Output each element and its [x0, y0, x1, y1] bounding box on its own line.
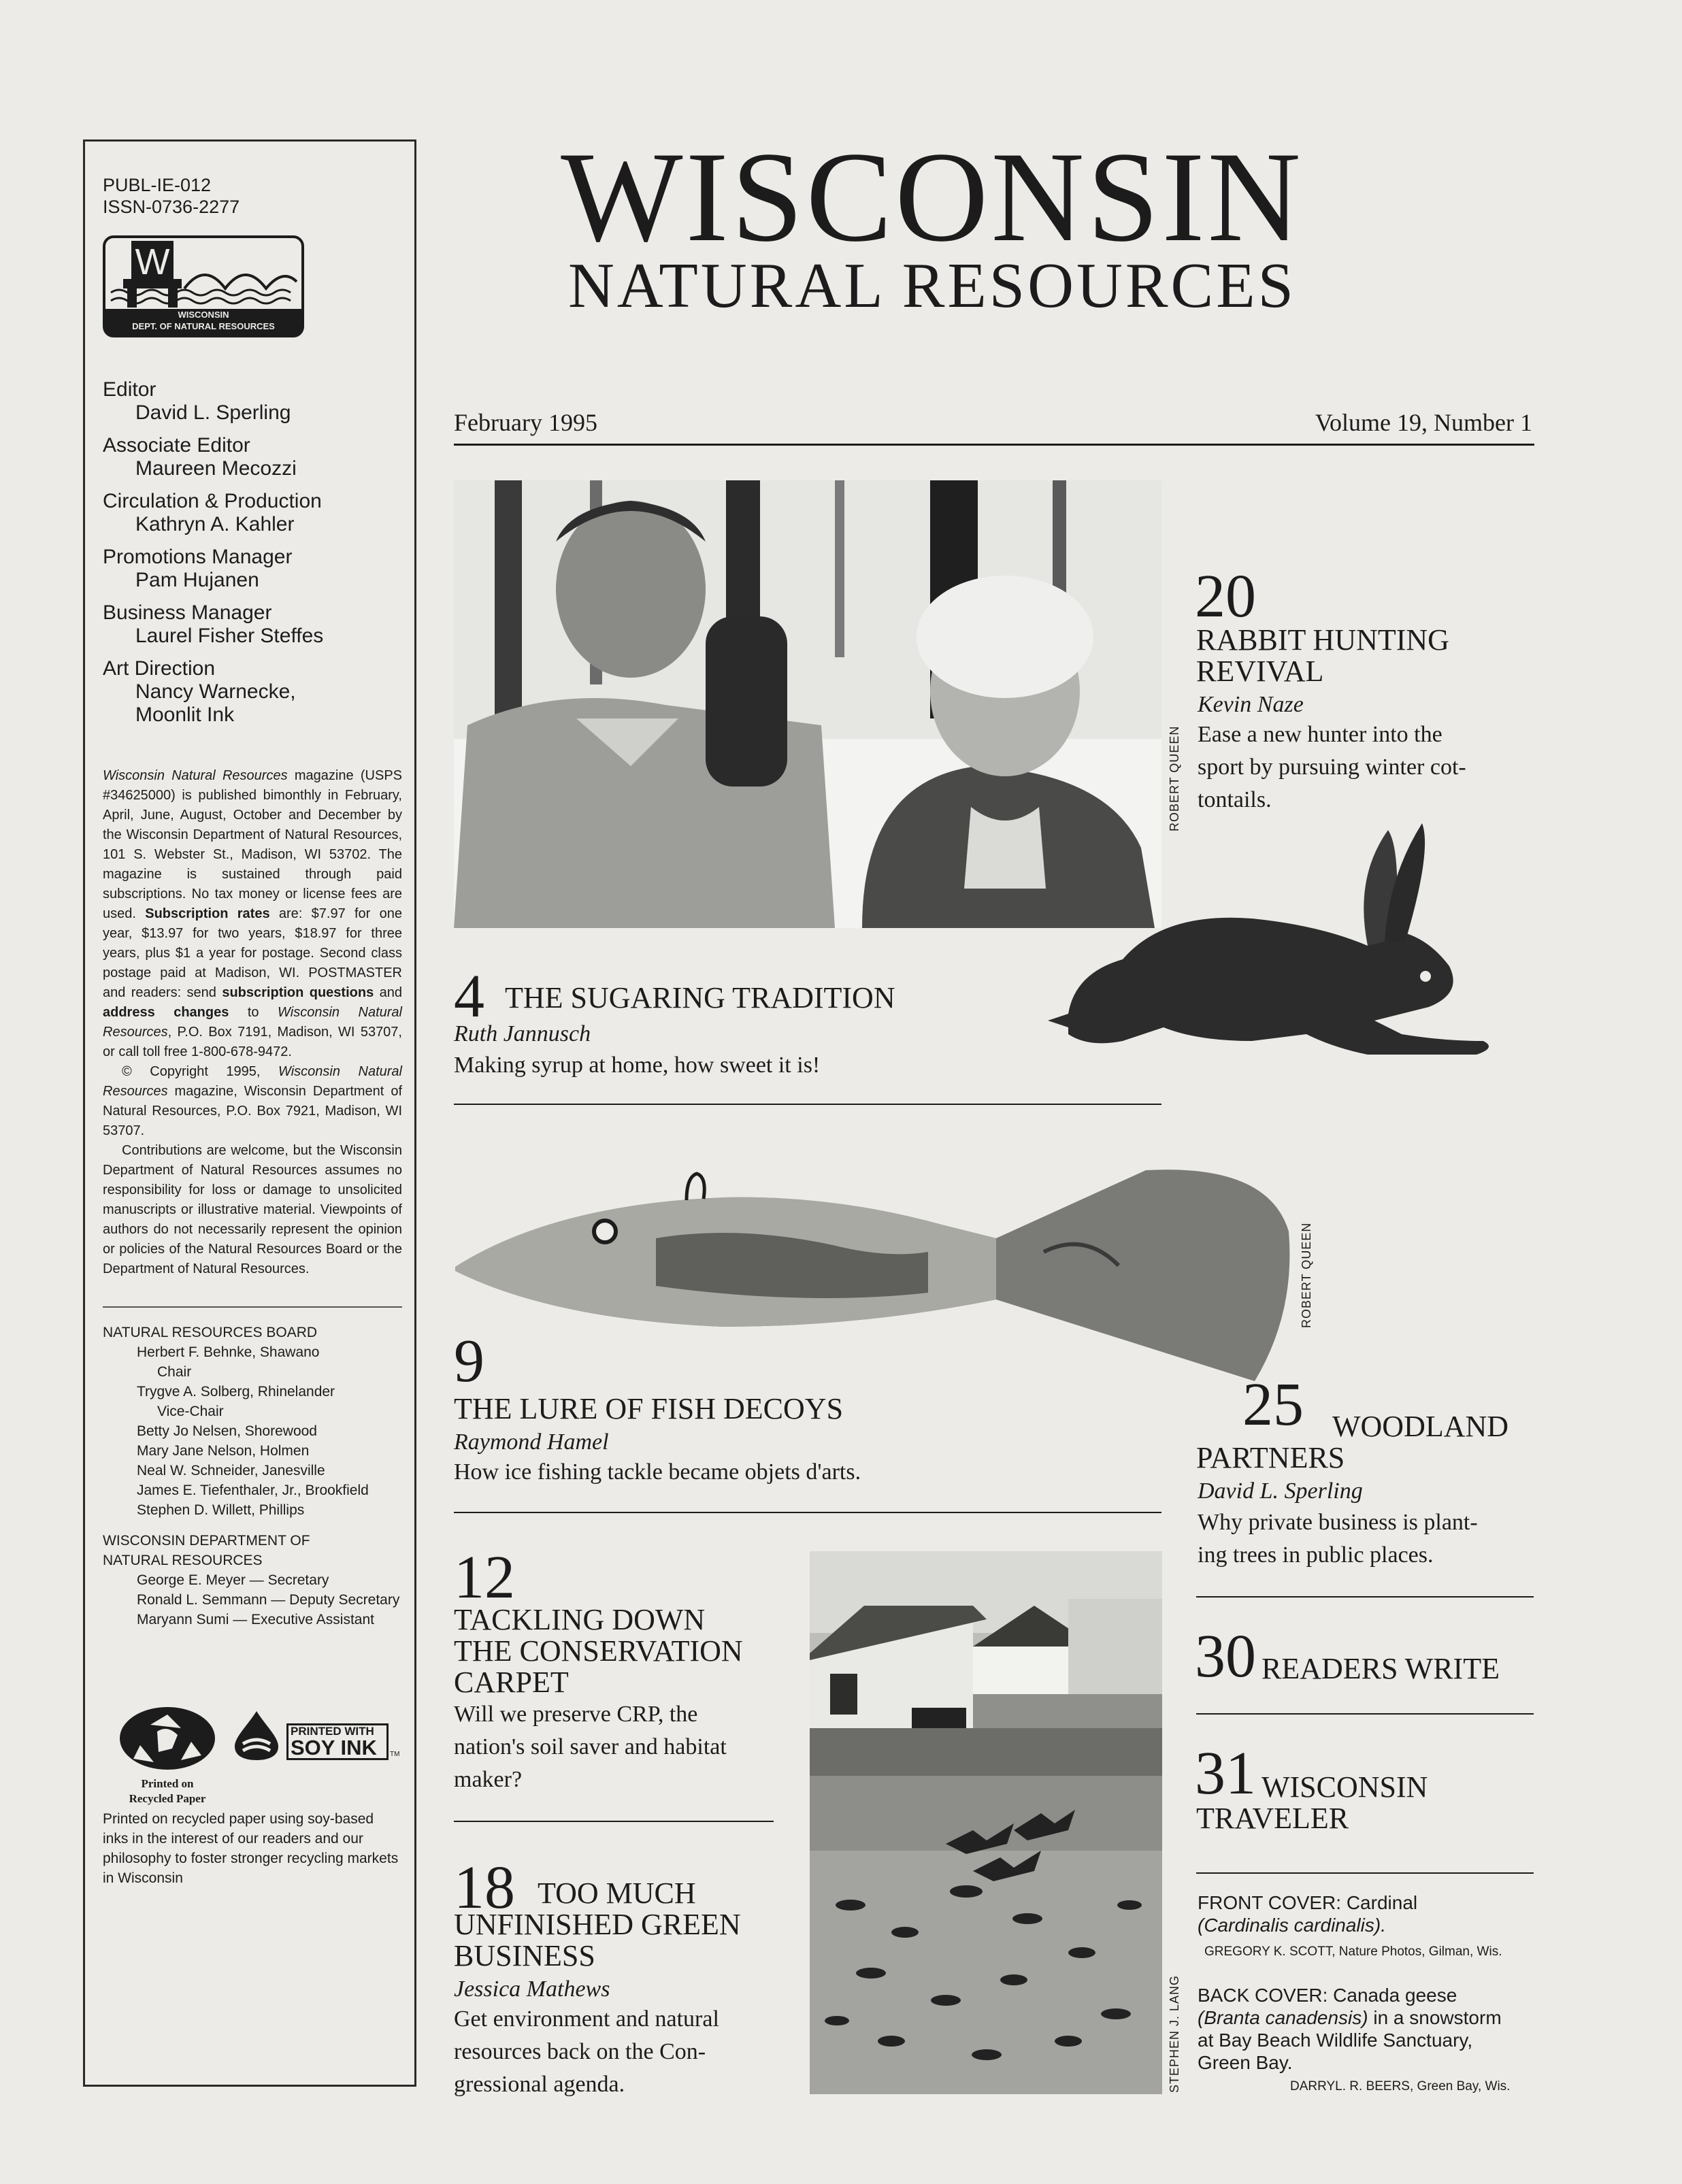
soy-drop-icon	[232, 1710, 281, 1761]
eco-text: Printed on recycled paper using soy-based inks in the interest of our readers and our philosophy to foster stronger recycling markets in Wisconsin	[103, 1811, 399, 1886]
soy-label-2: SOY INK	[291, 1736, 377, 1759]
board-member: Herbert F. Behnke, Shawano	[137, 1344, 320, 1360]
section-rule	[454, 1104, 1161, 1105]
staff-entry	[103, 378, 402, 425]
article-number-18: 18	[454, 1854, 515, 1921]
rabbit-illustration-icon	[1048, 810, 1511, 1082]
staff-role: Associate Editor	[103, 434, 250, 457]
staff-name: David L. Sperling	[135, 401, 291, 424]
staff-entry	[103, 657, 402, 727]
legal-notice	[103, 766, 402, 1279]
dnr-logo	[103, 235, 304, 337]
article-author-25: David L. Sperling	[1198, 1478, 1363, 1504]
article-number-9: 9	[454, 1327, 484, 1395]
photo-credit-3: STEPHEN J. LANG	[1168, 1974, 1181, 2093]
article-desc-25	[1198, 1506, 1478, 1572]
staff-name: Laurel Fisher Steffes	[135, 625, 324, 647]
issue-volume: Volume 19, Number 1	[1315, 409, 1532, 436]
recycle-icon	[116, 1704, 218, 1772]
fish-decoy-illustration-icon	[452, 1157, 1296, 1388]
copyright: © Copyright 1995,	[122, 1064, 279, 1079]
article-title-line: TACKLING DOWN	[454, 1603, 706, 1636]
article-number-31: 31	[1195, 1740, 1256, 1807]
article-number-4: 4	[454, 963, 484, 1030]
section-rule	[454, 1512, 1161, 1513]
article-title-25b: PARTNERS	[1196, 1441, 1345, 1474]
board-member: James E. Tiefenthaler, Jr., Brookfield	[137, 1483, 369, 1498]
article-title-18b	[454, 1909, 741, 1972]
article-desc-9: How ice fishing tackle became objets d'arts.	[454, 1459, 861, 1485]
legal-text: and	[374, 985, 402, 1000]
staff-list	[103, 378, 402, 727]
article-desc-20	[1198, 718, 1466, 816]
soy-tm: TM	[390, 1751, 400, 1758]
dept-heading: NATURAL RESOURCES	[103, 1553, 263, 1568]
pub-name: Wisconsin Natural Resources	[103, 768, 288, 783]
photo-geese	[810, 1551, 1162, 2094]
article-author-18: Jessica Mathews	[454, 1976, 610, 2002]
article-desc-line: Will we preserve CRP, the	[454, 1702, 698, 1727]
front-cover-label: FRONT COVER: Cardinal	[1198, 1892, 1418, 1913]
board-member: Mary Jane Nelson, Holmen	[137, 1443, 310, 1459]
photo-credit-1: ROBERT QUEEN	[1168, 725, 1181, 831]
recycle-label	[103, 1776, 232, 1806]
article-number-30: 30	[1195, 1623, 1256, 1690]
legal-text: magazine (USPS #34625000) is published bimonthly in February, April, June, August, October and December by the Wisconsin Department of Natural Resources, 101 S. Webster St., Madison, WI 53702. The magazine is sustained through paid subscriptions. No tax money or license fees are used.	[103, 768, 402, 921]
back-cover-species: (Branta canadensis)	[1198, 2007, 1368, 2028]
pub-name: Wisconsin Natural Resources	[103, 1064, 402, 1099]
article-desc-line: maker?	[454, 1767, 523, 1792]
back-cover-info	[1198, 1984, 1538, 2074]
staff-role: Art Direction	[103, 657, 216, 680]
staff-entry	[103, 490, 402, 536]
article-desc-4: Making syrup at home, how sweet it is!	[454, 1053, 821, 1078]
article-desc-12	[454, 1698, 727, 1796]
soy-label-1: PRINTED WITH	[291, 1725, 374, 1738]
masthead-box	[83, 139, 416, 2087]
staff-entry	[103, 601, 402, 648]
front-cover-credit: GREGORY K. SCOTT, Nature Photos, Gilman, Wis.	[1204, 1945, 1502, 1959]
article-desc-line: nation's soil saver and habitat	[454, 1734, 727, 1759]
dept-member: George E. Meyer — Secretary	[137, 1572, 329, 1588]
staff-name: Kathryn A. Kahler	[135, 513, 295, 535]
article-desc-line: Why private business is plant-	[1198, 1510, 1478, 1535]
staff-role: Promotions Manager	[103, 546, 293, 568]
legal-bold: address changes	[103, 1005, 229, 1020]
staff-entry	[103, 434, 402, 480]
board-member-role: Vice-Chair	[157, 1404, 224, 1419]
board-list	[103, 1323, 402, 1629]
article-number-20: 20	[1195, 563, 1256, 630]
staff-name: Nancy Warnecke,	[135, 680, 296, 703]
legal-text: to	[229, 1005, 278, 1020]
section-rule	[1196, 1713, 1534, 1715]
legal-bold: subscription questions	[222, 985, 374, 1000]
article-title-line: RABBIT HUNTING	[1196, 623, 1449, 657]
logo-letter: W	[135, 242, 170, 282]
legal-text: are: $7.97 for one year, $13.97 for two years, $18.97 for three years, plus $1 a year for postage. Second class postage paid at Madison, WI. POSTMASTER and readers: send	[103, 906, 402, 1000]
staff-name: Maureen Mecozzi	[135, 457, 297, 480]
article-title-line: UNFINISHED GREEN	[454, 1908, 741, 1941]
section-rule	[1196, 1872, 1534, 1874]
staff-entry	[103, 546, 402, 592]
article-title-4: THE SUGARING TRADITION	[505, 981, 895, 1014]
article-number-25: 25	[1242, 1371, 1304, 1438]
issn: ISSN-0736-2277	[103, 197, 240, 217]
article-title-18: TOO MUCH	[538, 1876, 696, 1910]
article-title-line: CARPET	[454, 1666, 569, 1699]
article-title-31b: TRAVELER	[1196, 1802, 1349, 1835]
article-title-12	[454, 1604, 743, 1698]
back-cover-text: Green Bay.	[1198, 2052, 1293, 2073]
copyright-text: magazine, Wisconsin Department of Natural Resources, P.O. Box 7921, Madison, WI 53707.	[103, 1084, 402, 1138]
soy-ink-logo	[232, 1710, 402, 1761]
photo-credit-2: ROBERT QUEEN	[1300, 1222, 1313, 1328]
recycle-label-line: Printed on	[141, 1777, 194, 1790]
article-desc-line: sport by pursuing winter cot-	[1198, 755, 1466, 780]
article-number-12: 12	[454, 1544, 515, 1611]
geese-photo-illustration	[810, 1551, 1162, 2094]
board-heading: NATURAL RESOURCES BOARD	[103, 1325, 318, 1340]
logo-line2: DEPT. OF NATURAL RESOURCES	[132, 321, 275, 331]
back-cover-label: BACK COVER: Canada geese	[1198, 1985, 1457, 2006]
article-title-line: BUSINESS	[454, 1939, 595, 1972]
board-member-role: Chair	[157, 1364, 192, 1380]
article-author-20: Kevin Naze	[1198, 692, 1304, 717]
article-title-30: READERS WRITE	[1262, 1652, 1500, 1685]
recycle-label-line: Recycled Paper	[129, 1792, 206, 1805]
article-author-4: Ruth Jannusch	[454, 1021, 591, 1046]
logo-line1: WISCONSIN	[178, 310, 229, 320]
section-rule	[454, 1821, 774, 1822]
back-cover-text: at Bay Beach Wildlife Sanctuary,	[1198, 2030, 1473, 2051]
contrib-notice: Contributions are welcome, but the Wisconsin Department of Natural Resources assumes no responsibility for loss or damage to unsolicited manuscripts or illustrative material. Viewpoints of authors do not necessarily represent the opinion or policies of the Natural Resources Board or the Department of Natural Resources.	[103, 1143, 402, 1276]
board-member: Neal W. Schneider, Janesville	[137, 1463, 325, 1478]
article-title-20	[1196, 625, 1449, 687]
article-title-line: REVIVAL	[1196, 655, 1324, 688]
dept-member: Maryann Sumi — Executive Assistant	[137, 1612, 374, 1627]
legal-bold: Subscription rates	[145, 906, 270, 921]
section-rule	[1196, 1596, 1534, 1598]
back-cover-credit: DARRYL. R. BEERS, Green Bay, Wis.	[1290, 2079, 1511, 2094]
article-desc-line: ing trees in public places.	[1198, 1542, 1434, 1568]
staff-role: Editor	[103, 378, 156, 401]
dept-heading: WISCONSIN DEPARTMENT OF	[103, 1533, 310, 1549]
issue-date: February 1995	[454, 409, 597, 436]
header-rule	[454, 444, 1534, 446]
staff-name: Pam Hujanen	[135, 569, 259, 591]
staff-name-2: Moonlit Ink	[135, 704, 235, 726]
article-desc-18	[454, 2003, 719, 2101]
article-title-31: WISCONSIN	[1262, 1770, 1428, 1804]
front-cover-info	[1198, 1891, 1538, 1936]
title-main: WISCONSIN	[561, 126, 1304, 269]
magazine-title	[449, 126, 1415, 321]
eco-logos	[103, 1704, 402, 1813]
board-member: Betty Jo Nelsen, Shorewood	[137, 1423, 317, 1439]
back-cover-text: in a snowstorm	[1368, 2007, 1502, 2028]
board-member: Trygve A. Solberg, Rhinelander	[137, 1384, 335, 1400]
legal-text: , P.O. Box 7191, Madison, WI 53707, or call toll free 1-800-678-9472.	[103, 1025, 402, 1059]
pub-name: Wisconsin Natural Resources	[103, 1005, 402, 1040]
staff-role: Circulation & Production	[103, 490, 322, 512]
pub-code: PUBL-IE-012	[103, 175, 212, 195]
title-sub: NATURAL RESOURCES	[568, 250, 1296, 321]
board-member: Stephen D. Willett, Phillips	[137, 1502, 305, 1518]
article-author-9: Raymond Hamel	[454, 1429, 609, 1455]
article-desc-line: Get environment and natural	[454, 2006, 719, 2032]
article-title-25: WOODLAND	[1332, 1410, 1509, 1443]
article-desc-line: gressional agenda.	[454, 2072, 625, 2097]
article-desc-line: resources back on the Con-	[454, 2039, 706, 2064]
article-title-9: THE LURE OF FISH DECOYS	[454, 1392, 844, 1425]
article-desc-line: Ease a new hunter into the	[1198, 722, 1442, 747]
divider	[103, 1306, 402, 1308]
dept-member: Ronald L. Semmann — Deputy Secretary	[137, 1592, 400, 1608]
staff-role: Business Manager	[103, 601, 272, 624]
article-title-line: THE CONSERVATION	[454, 1634, 743, 1668]
article-desc-line: tontails.	[1198, 787, 1272, 812]
front-cover-species: (Cardinalis cardinalis).	[1198, 1915, 1386, 1936]
